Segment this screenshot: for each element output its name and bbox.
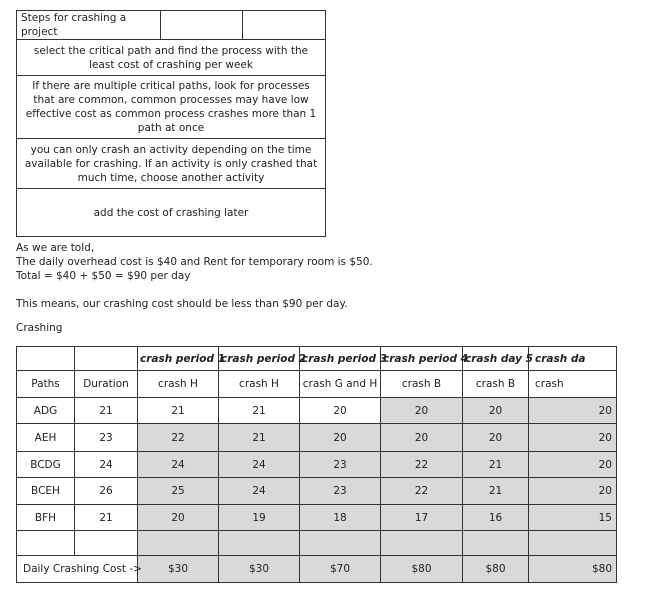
path-name: BFH [17, 505, 75, 531]
daily-cost: $30 [219, 556, 300, 583]
cost-row [17, 556, 617, 583]
path-value: 21 [219, 398, 300, 424]
crash-activity: crash H [219, 371, 300, 398]
corner-cell [75, 347, 138, 371]
path-value: 20 [138, 505, 219, 531]
path-value: 21 [463, 478, 529, 505]
path-value: 23 [300, 452, 381, 478]
steps-empty-cell [243, 11, 326, 40]
empty-cell [17, 531, 75, 556]
steps-empty-cell [161, 11, 243, 40]
corner-cell [17, 347, 75, 371]
daily-cost: $30 [138, 556, 219, 583]
path-value: 21 [138, 398, 219, 424]
crash-activity: crash [529, 371, 617, 398]
path-value: 19 [219, 505, 300, 531]
crash-activity: crash H [138, 371, 219, 398]
intro-line: The daily overhead cost is $40 and Rent for temporary room is $50. [16, 256, 373, 268]
period-header: crash period 1 [138, 347, 219, 371]
empty-cell [381, 531, 463, 556]
path-value: 20 [300, 398, 381, 424]
empty-cell [75, 531, 138, 556]
path-duration: 21 [75, 505, 138, 531]
path-duration: 26 [75, 478, 138, 505]
empty-cell [463, 531, 529, 556]
period-header: crash period 4 [381, 347, 463, 371]
intro-line: Total = $40 + $50 = $90 per day [16, 270, 191, 282]
table-row [17, 424, 617, 452]
step-item: If there are multiple critical paths, look for processes that are common, common processes may have low effective cost as common process crashes more than 1 path at once [17, 76, 326, 139]
crash-activity: crash G and H [300, 371, 381, 398]
period-header: crash period 2 [219, 347, 300, 371]
path-name: BCEH [17, 478, 75, 505]
step-item: select the critical path and find the process with the least cost of crashing per week [17, 40, 326, 76]
path-value: 22 [138, 424, 219, 452]
path-value: 24 [219, 478, 300, 505]
path-value: 16 [463, 505, 529, 531]
path-value: 23 [300, 478, 381, 505]
path-value: 20 [463, 424, 529, 452]
intro-line: As we are told, [16, 242, 95, 254]
daily-cost: $80 [529, 556, 617, 583]
empty-cell [529, 531, 617, 556]
steps-table [16, 10, 326, 237]
path-value: 22 [381, 452, 463, 478]
path-value: 20 [381, 424, 463, 452]
path-value: 17 [381, 505, 463, 531]
path-value: 21 [219, 424, 300, 452]
intro-line: This means, our crashing cost should be less than $90 per day. [16, 298, 348, 310]
table-row [17, 478, 617, 505]
path-value: 22 [381, 478, 463, 505]
path-value: 20 [529, 398, 617, 424]
crash-activity: crash B [463, 371, 529, 398]
path-value: 18 [300, 505, 381, 531]
steps-title: Steps for crashing a project [17, 11, 161, 40]
crashing-table [16, 346, 617, 583]
period-header: crash period 3 [300, 347, 381, 371]
period-header: crash day 5 [463, 347, 529, 371]
duration-header: Duration [75, 371, 138, 398]
path-duration: 23 [75, 424, 138, 452]
table-row [17, 452, 617, 478]
daily-crashing-cost-label: Daily Crashing Cost -> [17, 556, 138, 583]
path-value: 24 [138, 452, 219, 478]
crash-activity: crash B [381, 371, 463, 398]
path-name: AEH [17, 424, 75, 452]
path-value: 20 [300, 424, 381, 452]
empty-cell [138, 531, 219, 556]
path-value: 24 [219, 452, 300, 478]
path-duration: 24 [75, 452, 138, 478]
empty-cell [300, 531, 381, 556]
table-row [17, 531, 617, 556]
path-value: 20 [381, 398, 463, 424]
path-name: ADG [17, 398, 75, 424]
daily-cost: $80 [381, 556, 463, 583]
path-value: 20 [529, 452, 617, 478]
path-value: 20 [529, 424, 617, 452]
path-value: 20 [529, 478, 617, 505]
crashing-table-viewport[interactable] [16, 346, 612, 590]
daily-cost: $70 [300, 556, 381, 583]
path-value: 21 [463, 452, 529, 478]
section-heading: Crashing [16, 322, 63, 334]
path-name: BCDG [17, 452, 75, 478]
path-duration: 21 [75, 398, 138, 424]
paths-header: Paths [17, 371, 75, 398]
table-row [17, 398, 617, 424]
table-row [17, 505, 617, 531]
path-value: 15 [529, 505, 617, 531]
daily-cost: $80 [463, 556, 529, 583]
step-item: you can only crash an activity depending on the time available for crashing. If an activity is only crashed that much time, choose another activity [17, 139, 326, 189]
path-value: 20 [463, 398, 529, 424]
period-header: crash da [529, 347, 617, 371]
step-item: add the cost of crashing later [17, 189, 326, 237]
empty-cell [219, 531, 300, 556]
path-value: 25 [138, 478, 219, 505]
